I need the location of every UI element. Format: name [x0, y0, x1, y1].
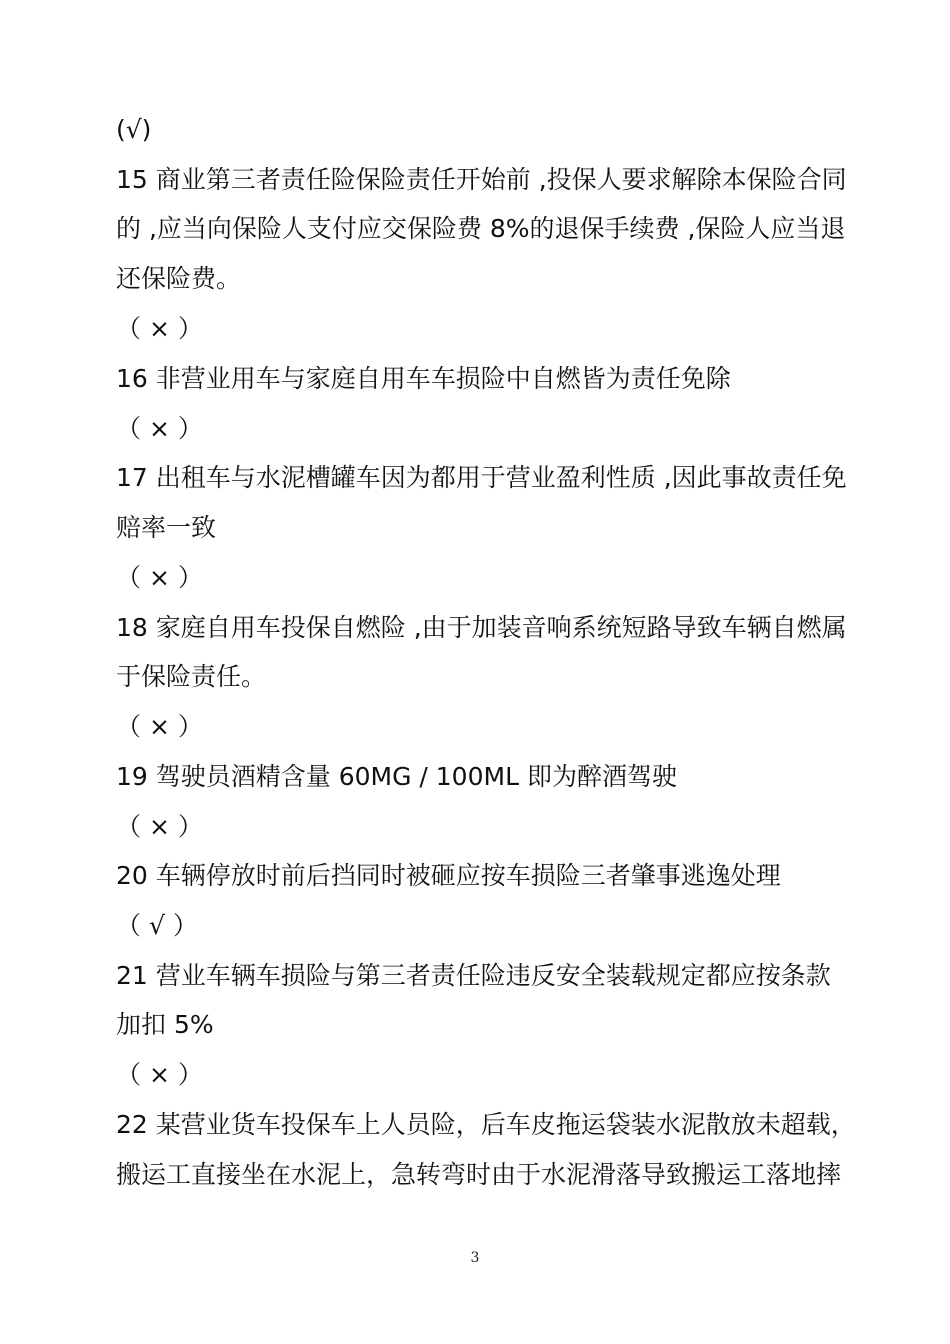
answer-mark-14: (√): [116, 115, 152, 144]
question-17-line-1: 17 出租车与水泥槽罐车因为都用于营业盈利性质 ,因此事故责任免: [116, 463, 847, 492]
page-number: 3: [470, 1250, 480, 1266]
question-20-line-1: 20 车辆停放时前后挡同时被砸应按车损险三者肇事逃逸处理: [116, 861, 781, 890]
question-15-line-2: 的 ,应当向保险人支付应交保险费 8%的退保手续费 ,保险人应当退: [116, 214, 846, 243]
question-16-line-1: 16 非营业用车与家庭自用车车损险中自燃皆为责任免除: [116, 364, 731, 393]
answer-mark-20: （ √ ）: [116, 911, 198, 940]
question-15-line-1: 15 商业第三者责任险保险责任开始前 ,投保人要求解除本保险合同: [116, 165, 847, 194]
question-18-line-1: 18 家庭自用车投保自燃险 ,由于加装音响系统短路导致车辆自燃属: [116, 613, 847, 642]
answer-mark-16: （ × ）: [116, 414, 203, 443]
question-19-line-1: 19 驾驶员酒精含量 60MG / 100ML 即为醉酒驾驶: [116, 762, 677, 791]
question-21-line-1: 21 营业车辆车损险与第三者责任险违反安全装载规定都应按条款: [116, 961, 831, 990]
answer-mark-17: （ × ）: [116, 563, 203, 592]
question-22-line-1: 22 某营业货车投保车上人员险，后车皮拖运袋装水泥散放未超载，: [116, 1110, 856, 1139]
question-21-line-2: 加扣 5%: [116, 1010, 214, 1039]
answer-mark-21: （ × ）: [116, 1060, 203, 1089]
question-17-line-2: 赔率一致: [116, 513, 217, 542]
answer-mark-19: （ × ）: [116, 812, 203, 841]
answer-mark-18: （ × ）: [116, 712, 203, 741]
question-18-line-2: 于保险责任。: [116, 662, 267, 691]
answer-mark-15: （ × ）: [116, 314, 203, 343]
question-15-line-3: 还保险费。: [116, 264, 242, 293]
question-22-line-2: 搬运工直接坐在水泥上，急转弯时由于水泥滑落导致搬运工落地摔: [116, 1160, 842, 1189]
